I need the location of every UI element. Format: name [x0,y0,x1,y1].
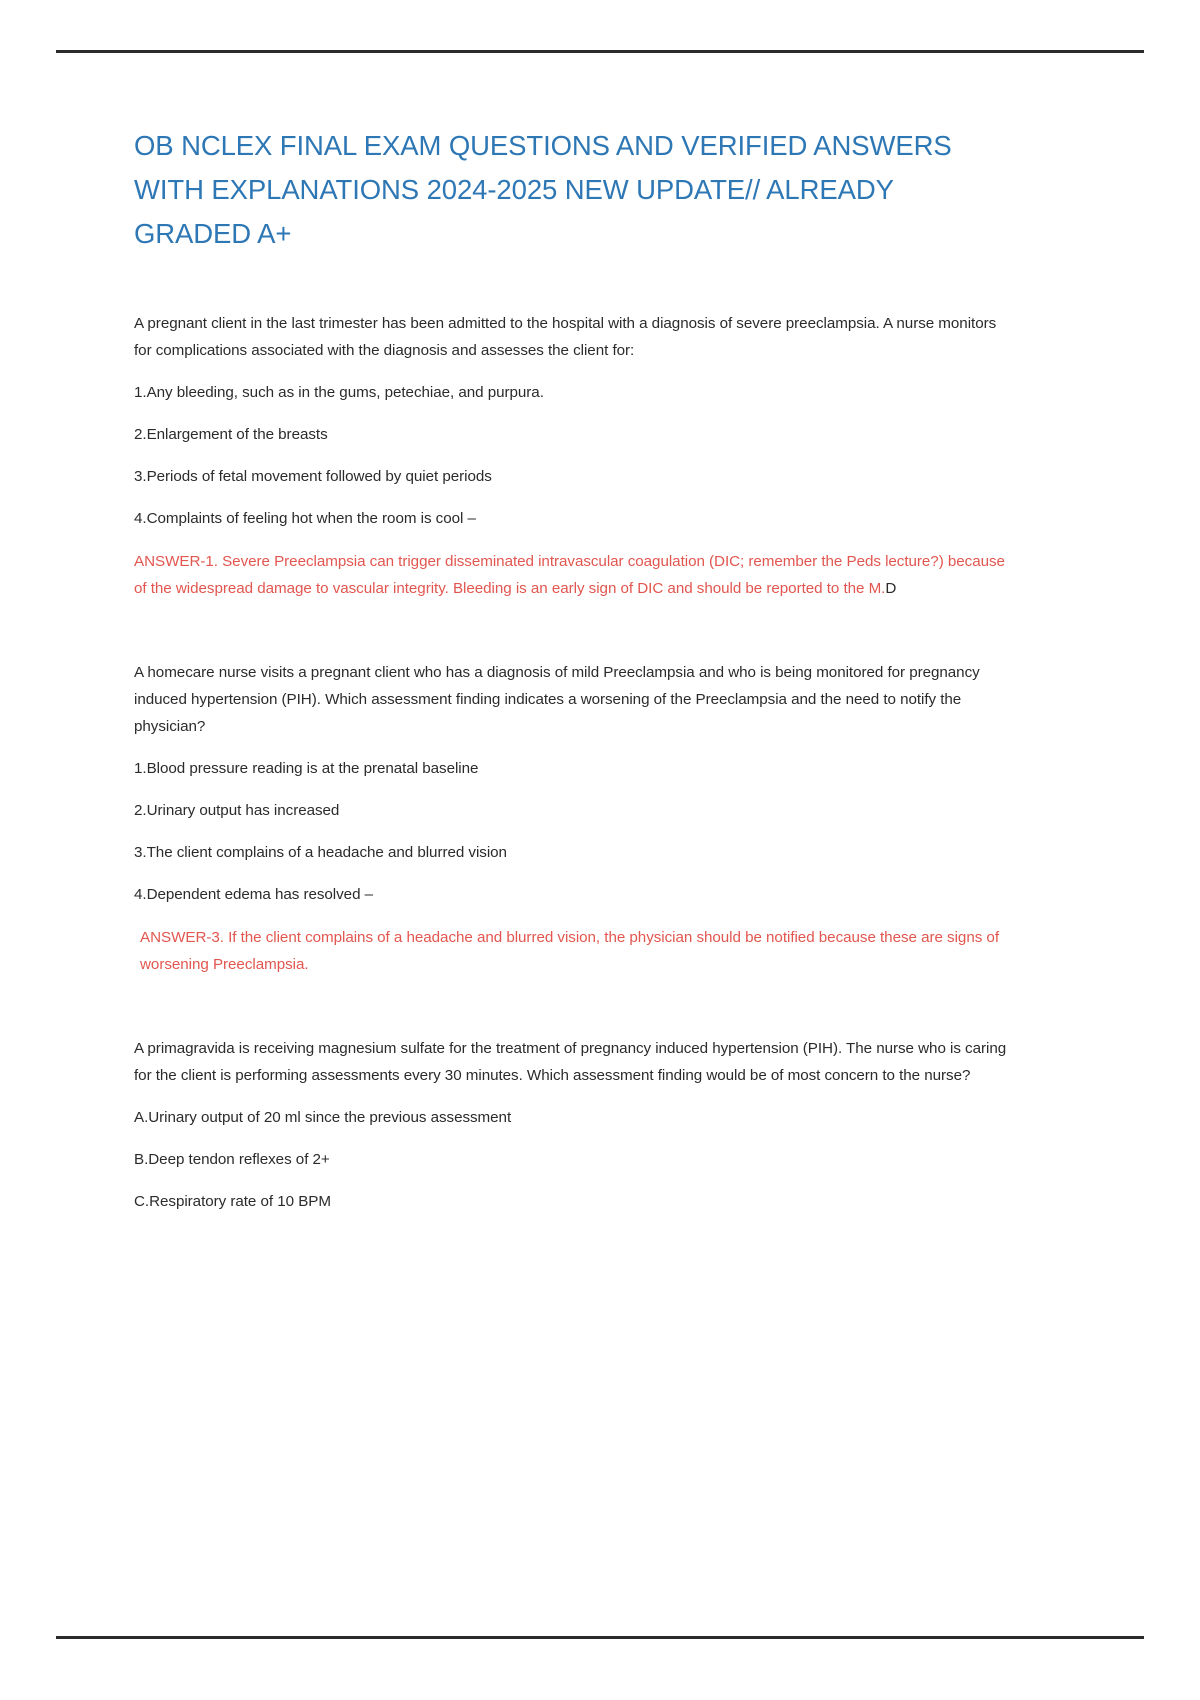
question-block [134,310,1014,602]
footer-rule [56,1636,1144,1639]
question-stem: A primagravida is receiving magnesium sulfate for the treatment of pregnancy induced hypertension (PIH). The nurse who is caring for the client is performing assessments every 30 minutes. Which assessment finding would be of most concern to the nurse? [134,1040,1007,1084]
question-option: C.Respiratory rate of 10 BPM [134,1193,331,1210]
question-stem: A pregnant client in the last trimester has been admitted to the hospital with a diagnosis of severe preeclampsia. A nurse monitors for complications associated with the diagnosis and assesses the client for: [134,315,997,359]
question-option: 2.Enlargement of the breasts [134,426,328,443]
answer-text: ANSWER-1. Severe Preeclampsia can trigger disseminated intravascular coagulation (DIC; remember the Peds lecture?) because of the widespread damage to vascular integrity. Bleeding is an early sign of DIC and should be reported to the M. [134,553,1005,597]
header-rule [56,50,1144,53]
question-option: 4.Complaints of feeling hot when the room is cool – [134,510,476,527]
question-option: 1.Any bleeding, such as in the gums, petechiae, and purpura. [134,384,544,401]
question-option: 1.Blood pressure reading is at the prenatal baseline [134,760,479,777]
question-option: A.Urinary output of 20 ml since the previous assessment [134,1109,512,1126]
document-content [134,124,1014,1215]
question-stem: A homecare nurse visits a pregnant client who has a diagnosis of mild Preeclampsia and who is being monitored for pregnancy induced hypertension (PIH). Which assessment finding indicates a worsening of the Preeclampsia and the need to notify the physician? [134,664,980,735]
question-option: 4.Dependent edema has resolved – [134,886,374,903]
question-option: 3.Periods of fetal movement followed by quiet periods [134,468,492,485]
question-block [134,1035,1014,1215]
answer-explanation: ANSWER-3. If the client complains of a headache and blurred vision, the physician should be notified because these are signs of worsening Preeclampsia. [140,929,999,973]
question-option: B.Deep tendon reflexes of 2+ [134,1151,330,1168]
question-block [134,659,1014,978]
question-option: 3.The client complains of a headache and blurred vision [134,844,507,861]
answer-explanation [134,548,1009,602]
page-title: OB NCLEX FINAL EXAM QUESTIONS AND VERIFIED ANSWERS WITH EXPLANATIONS 2024-2025 NEW UPDATE// ALREADY GRADED A+ [134,130,952,249]
answer-tail: D [885,580,897,597]
question-option: 2.Urinary output has increased [134,802,340,819]
